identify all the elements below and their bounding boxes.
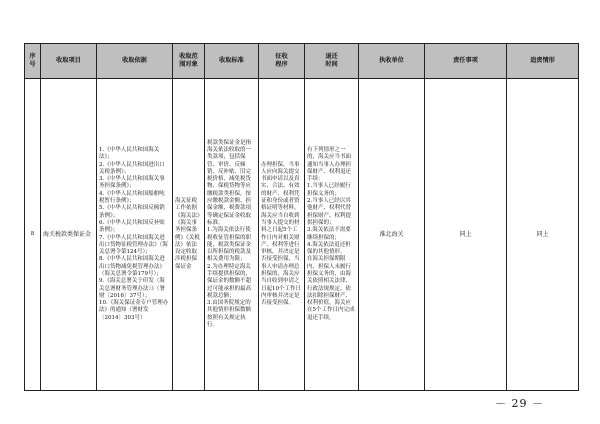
header-unit: 执收单位 xyxy=(359,44,425,79)
header-procedure: 征收 程序 xyxy=(259,44,305,79)
cell-standard: 税款类保证金是指海关依法收取的一类款项，包括保管、审价、反倾销、反补贴、旧完税价格、减免税货物、保税货物等应缴税款类担保，按应缴税款金额、担保金额、税费款项等确定保证金收取标准。 1.为海关依法行使税收征管担保的职能，税款类保证金以所担保的税款及相关费用为限； 2.为办理特定海关手续提供担保的，保证金的数额不超过可能承担的最高税款总额； 3.由国务院规定的其他情形担保数额按照有关规定执行。 xyxy=(205,79,259,391)
header-seq: 序 号 xyxy=(25,44,41,79)
table-header-row xyxy=(25,44,579,79)
header-accountability: 追责情形 xyxy=(507,44,579,79)
cell-target: 海关征税工作依据《海关法》《海关事务担保条例》《关税法》依法设定收取涉税担保保证金 xyxy=(173,79,205,391)
cell-procedure: 办理担保，当事人应向海关提交书面申请以及真实、合法、有效的财产、权利凭证和身份或者资格证明等材料，海关应当自收到当事人提交的材料之日起5个工作日内对相关财产、权利等进行审核，并决定是否接受担保，当事人申请办理总担保的，海关应当自收到申请之日起10个工作日内审核并决定是否接受担保。 xyxy=(259,79,305,391)
cell-refund: 有下列情形之一的，海关应当书面通知当事人办理担保财产、权利退还手续： 1.当事人已经履行担保义务的； 2.当事人已经以其他财产、权利代替担保财产、权利提供担保的； 3.海关依法不需要继续担保的； 4.海关依法退还担保的其他情形。 在海关担保期限内，担保人未履行担保义务的，由海关依照相关法律、行政法规规定，依法扣除担保财产、权利价值，海关应在5个工作日内完成退还手续。 xyxy=(305,79,359,391)
cell-accountability: 同上 xyxy=(507,79,579,391)
cell-seq: 8 xyxy=(25,79,41,391)
header-target: 收取范 围对象 xyxy=(173,44,205,79)
page-number: － 29 － xyxy=(495,397,544,410)
table-row xyxy=(25,79,579,391)
header-duty: 责任事项 xyxy=(425,44,507,79)
cell-unit: 淮北海关 xyxy=(359,79,425,391)
header-refund: 退还 时间 xyxy=(305,44,359,79)
fee-table xyxy=(24,43,579,391)
header-item: 收取项目 xyxy=(41,44,97,79)
header-standard: 收取标准 xyxy=(205,44,259,79)
header-basis: 收取依据 xyxy=(97,44,173,79)
cell-duty: 同上 xyxy=(425,79,507,391)
cell-basis: 1.《中华人民共和国海关法》； 2.《中华人民共和国进出口关税条例》； 3.《中华人民共和国海关事务担保条例》； 4.《中华人民共和国船舶吨税暂行条例》； 5.《中华人民共和国反倾销条例》； 6.《中华人民共和国反补贴条例》； 7.《中华人民共和国海关进出口货物征税管理办法》（海关总署令第124号）； 8.《中华人民共和国海关进出口货物减免税管理办法》（海关总署令第179号）； 9.《海关总署关于印发〈海关总署财务管理办法〉》（署财〔2016〕37号）； 10.《海关保证金专户管理办法》的通知（署财发〔2014〕303号） xyxy=(97,79,173,391)
cell-item: 海关税款类保证金 xyxy=(41,79,97,391)
